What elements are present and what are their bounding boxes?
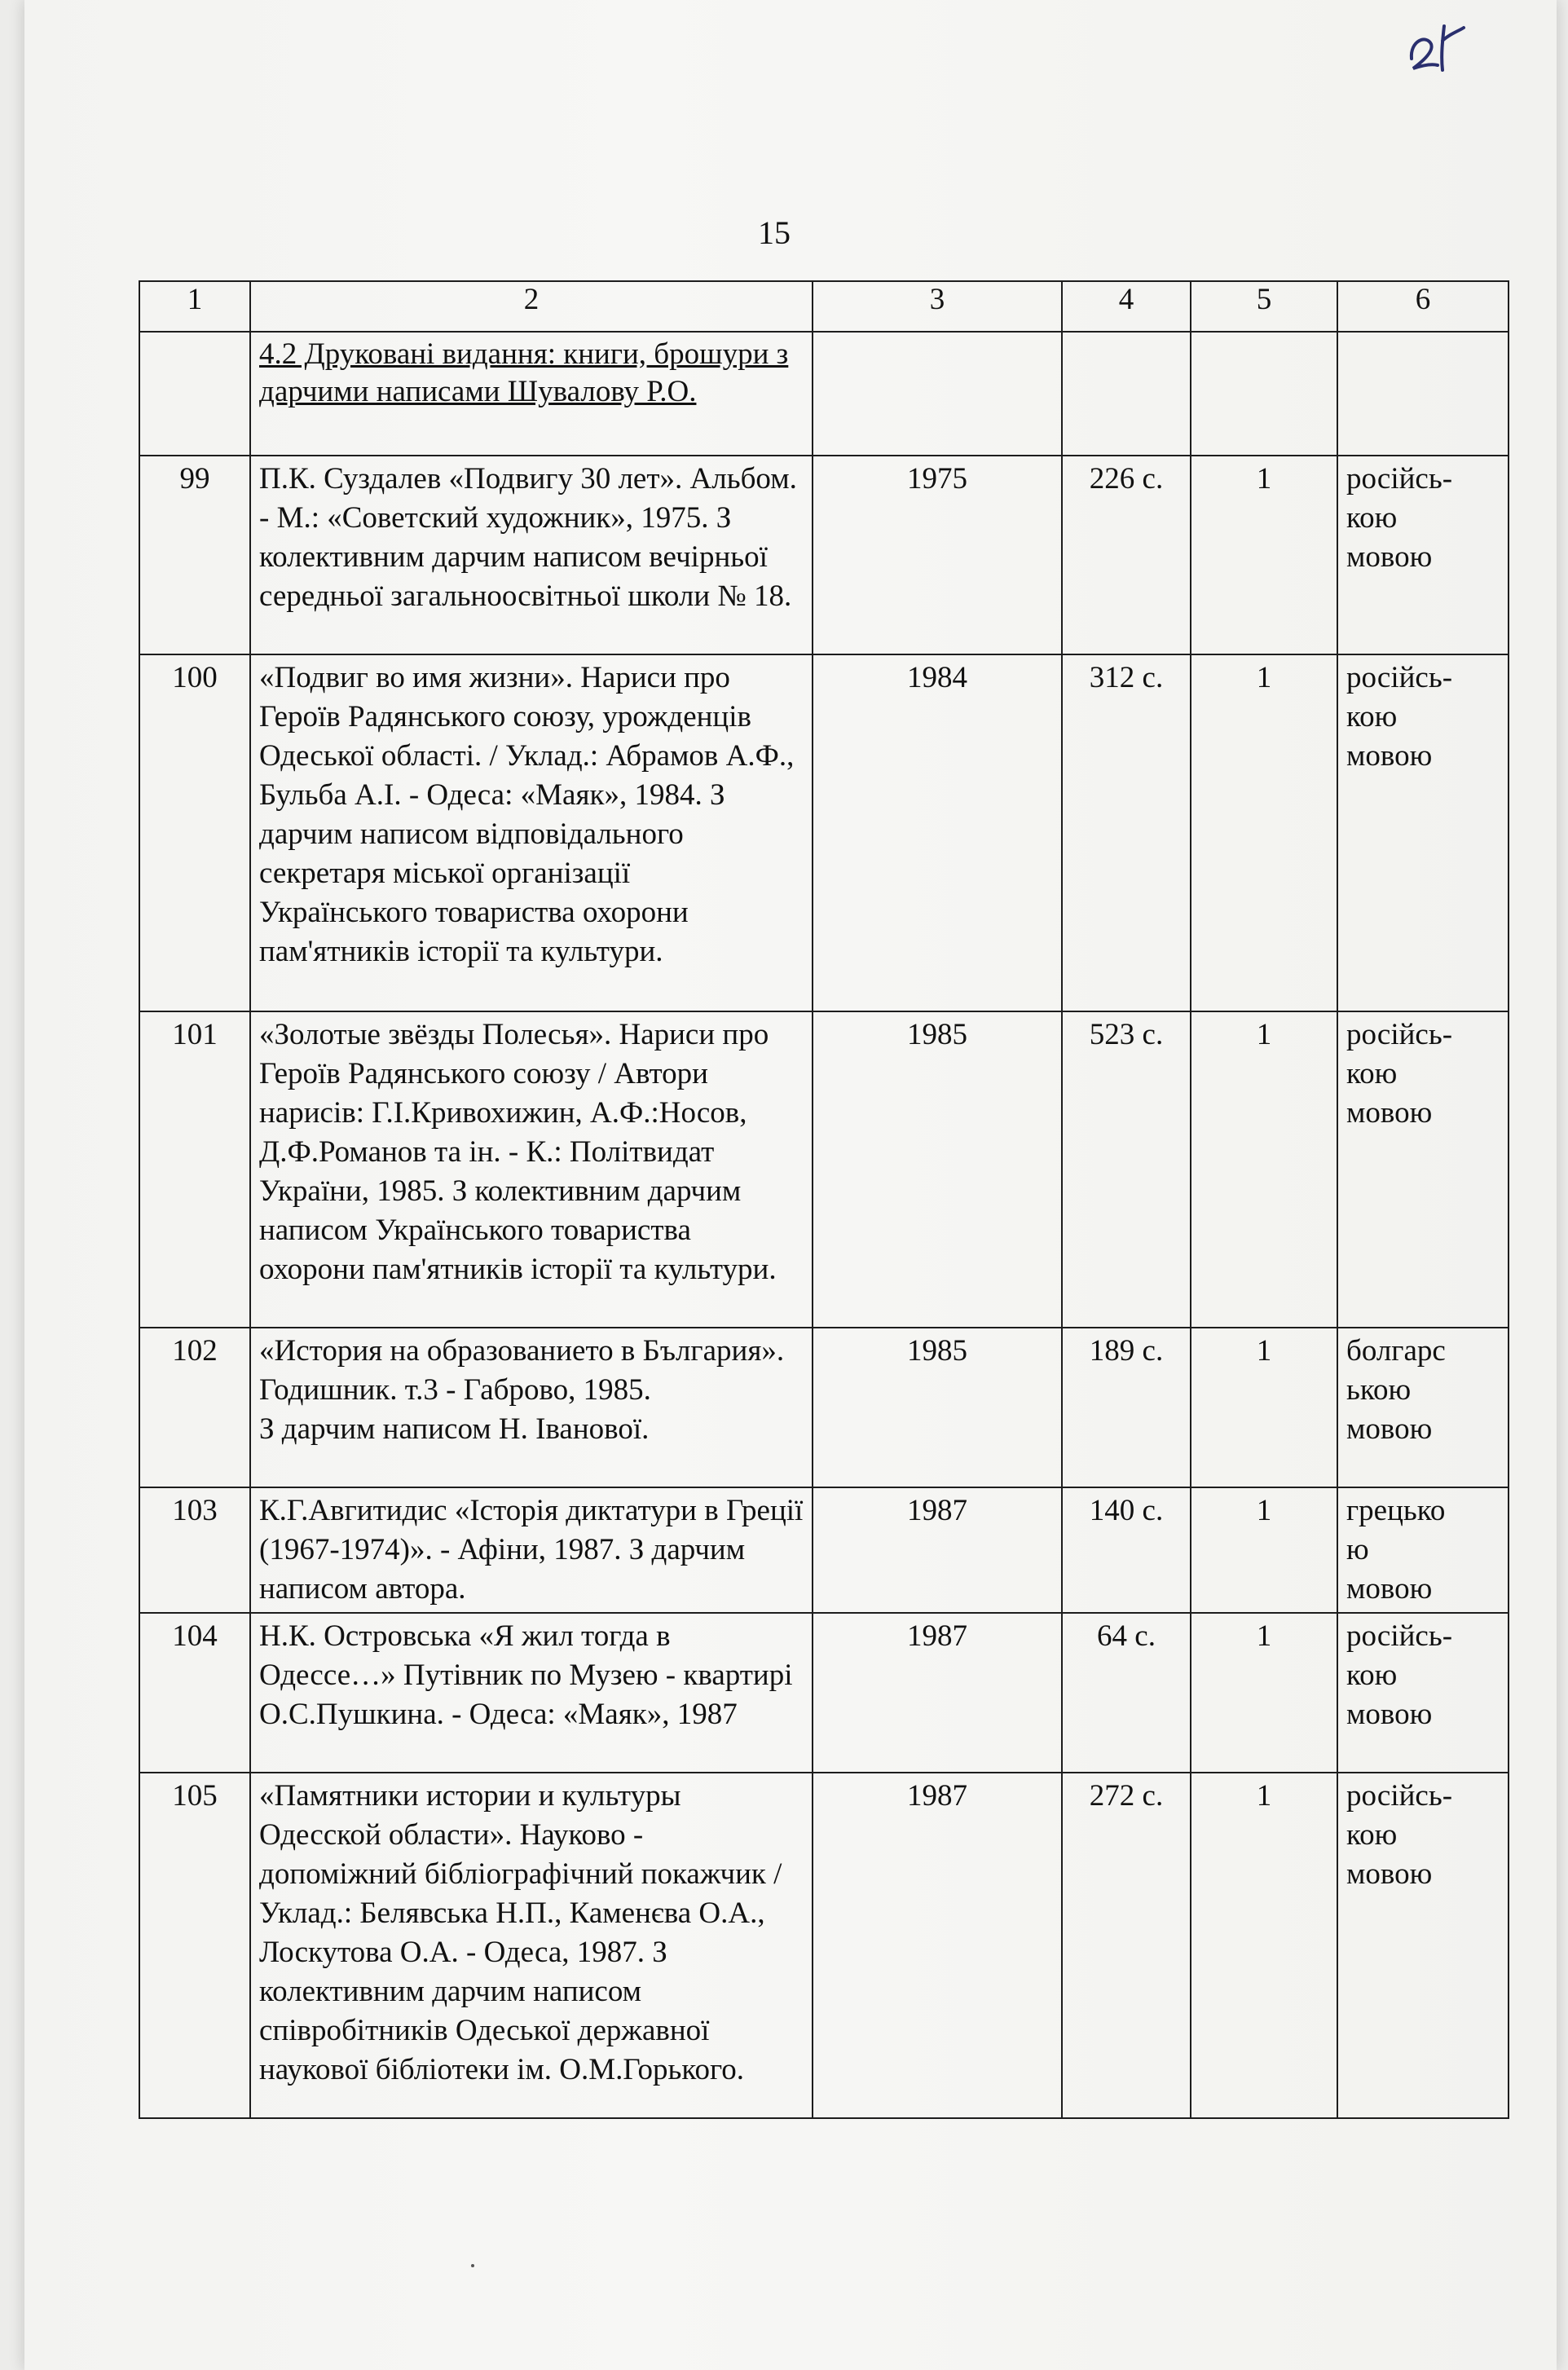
item-number: 105 xyxy=(139,1773,250,2118)
item-copies: 1 xyxy=(1191,1613,1337,1773)
item-description: П.К. Суздалев «Подвигу 30 лет». Альбом. - М.: «Советский художник», 1975. З колективним дарчим написом вечірньої середньої загальноосвітньої школи № 18. xyxy=(250,456,813,654)
item-language: російсь- кою мовою xyxy=(1337,456,1509,654)
item-description: К.Г.Авгитидис «Історія диктатури в Греції (1967-1974)». - Афіни, 1987. З дарчим написом автора. xyxy=(250,1487,813,1613)
item-year: 1984 xyxy=(813,654,1062,1011)
item-pages: 140 с. xyxy=(1062,1487,1191,1613)
section-title: 4.2 Друковані видання: книги, брошури з дарчими написами Шувалову Р.О. xyxy=(250,332,813,456)
item-description: Н.К. Островська «Я жил тогда в Одессе…» Путівник по Музею - квартирі О.С.Пушкина. - Одеса: «Маяк», 1987 xyxy=(250,1613,813,1773)
item-copies: 1 xyxy=(1191,456,1337,654)
column-number-row xyxy=(139,281,1509,332)
item-language: російсь- кою мовою xyxy=(1337,1613,1509,1773)
column-header: 4 xyxy=(1062,281,1191,332)
column-header: 6 xyxy=(1337,281,1509,332)
table-row xyxy=(139,654,1509,1011)
item-pages: 189 с. xyxy=(1062,1328,1191,1487)
item-pages: 64 с. xyxy=(1062,1613,1191,1773)
item-language: болгарс ькою мовою xyxy=(1337,1328,1509,1487)
item-number: 101 xyxy=(139,1011,250,1328)
handwritten-archive-number xyxy=(1402,16,1475,81)
item-number: 103 xyxy=(139,1487,250,1613)
item-description: «Подвиг во имя жизни». Нариси про Героїв Радянського союзу, урожденців Одеської області. / Уклад.: Абрамов А.Ф., Бульба А.І. - Одеса: «Маяк», 1984. З дарчим написом відповідального секретаря міської організації Українського товариства охорони пам'ятників історії та культури. xyxy=(250,654,813,1011)
item-copies: 1 xyxy=(1191,1011,1337,1328)
item-copies: 1 xyxy=(1191,1773,1337,2118)
item-language: російсь- кою мовою xyxy=(1337,654,1509,1011)
item-number: 99 xyxy=(139,456,250,654)
column-header: 1 xyxy=(139,281,250,332)
item-language: російсь- кою мовою xyxy=(1337,1011,1509,1328)
table-row xyxy=(139,1487,1509,1613)
item-language: грецько ю мовою xyxy=(1337,1487,1509,1613)
table-row xyxy=(139,1011,1509,1328)
item-language: російсь- кою мовою xyxy=(1337,1773,1509,2118)
item-year: 1985 xyxy=(813,1328,1062,1487)
item-description: «Золотые звёзды Полесья». Нариси про Героїв Радянського союзу / Автори нарисів: Г.І.Кривохижин, А.Ф.:Носов, Д.Ф.Романов та ін. - К.: Політвидат України, 1985. З колективним дарчим написом Українського товариства охорони пам'ятників історії та культури. xyxy=(250,1011,813,1328)
document-page xyxy=(24,0,1557,2370)
item-year: 1987 xyxy=(813,1773,1062,2118)
column-header: 3 xyxy=(813,281,1062,332)
item-pages: 226 с. xyxy=(1062,456,1191,654)
table-row xyxy=(139,1328,1509,1487)
item-number: 104 xyxy=(139,1613,250,1773)
section-row xyxy=(139,332,1509,456)
item-copies: 1 xyxy=(1191,1487,1337,1613)
item-year: 1985 xyxy=(813,1011,1062,1328)
column-header: 2 xyxy=(250,281,813,332)
item-year: 1975 xyxy=(813,456,1062,654)
item-number: 100 xyxy=(139,654,250,1011)
item-copies: 1 xyxy=(1191,1328,1337,1487)
table-row xyxy=(139,456,1509,654)
item-description: «История на образованието в България». Годишник. т.3 - Габрово, 1985. З дарчим написом Н. Іванової. xyxy=(250,1328,813,1487)
catalog-table xyxy=(139,280,1509,2119)
page-number: 15 xyxy=(758,214,791,251)
table-row xyxy=(139,1613,1509,1773)
table-row xyxy=(139,1773,1509,2118)
item-copies: 1 xyxy=(1191,654,1337,1011)
item-number: 102 xyxy=(139,1328,250,1487)
item-year: 1987 xyxy=(813,1613,1062,1773)
column-header: 5 xyxy=(1191,281,1337,332)
item-pages: 523 с. xyxy=(1062,1011,1191,1328)
item-pages: 312 с. xyxy=(1062,654,1191,1011)
item-year: 1987 xyxy=(813,1487,1062,1613)
item-pages: 272 с. xyxy=(1062,1773,1191,2118)
item-description: «Памятники истории и культуры Одесской области». Науково - допоміжний бібліографічний покажчик / Уклад.: Белявська Н.П., Каменєва О.А., Лоскутова О.А. - Одеса, 1987. З колективним дарчим написом співробітників Одеської державної наукової бібліотеки ім. О.М.Горького. xyxy=(250,1773,813,2118)
paper-speck xyxy=(471,2264,474,2267)
